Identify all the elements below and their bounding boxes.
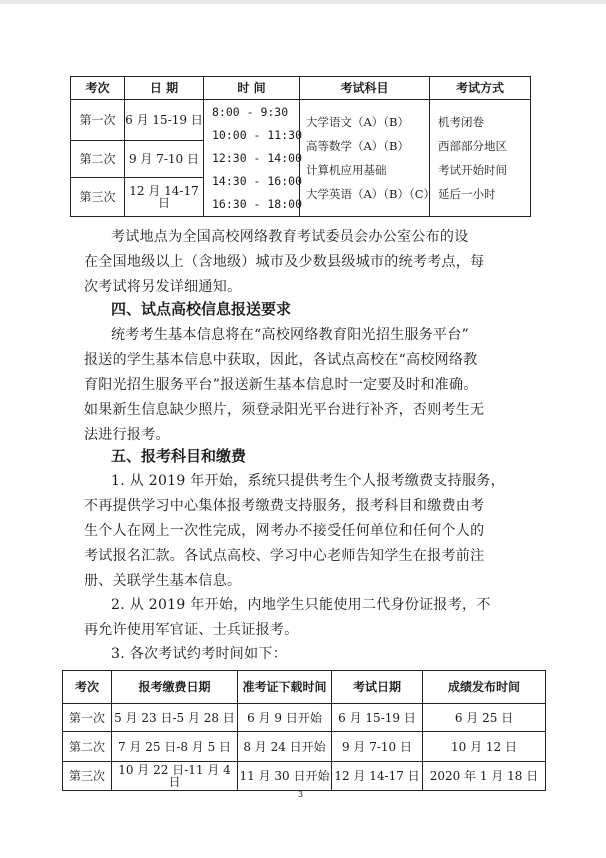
body-line: 1. 从 2019 年开始，系统只提供考生个人报考缴费支持服务， [111,473,505,489]
body-line: 如果新生信息缺少照片，须登录阳光平台进行补齐，否则考生无 [84,402,485,418]
subjects-cell [300,100,436,217]
time-slot: 10:00 - 11:30 [212,127,303,142]
table-cell: 12 月 14-17 日 [332,762,423,791]
session-cell: 第一次 [71,100,125,141]
table-cell: 5 月 23 日-5 月 28 日 [112,704,238,732]
header-date: 日 期 [125,77,204,100]
table-cell: 7 月 25 日-8 月 5 日 [112,732,238,762]
mode-cell [430,100,531,217]
page-number: 3 [298,790,304,799]
header-session: 考次 [71,77,125,100]
header-score-release: 成绩发布时间 [423,671,546,704]
body-line: 育阳光招生服务平台”报送新生基本信息时一定要及时和准确。 [84,377,478,393]
body-line: 生个人在网上一次性完成，网考办不接受任何单位和任何个人的 [84,523,485,539]
subject-item: 大学英语（A）（B）（C） [306,187,436,201]
mode-line: 机考闭卷 [438,115,484,129]
body-line: 统考考生基本信息将在“高校网络教育阳光招生服务平台” [111,327,470,343]
page-top-edge [0,0,606,4]
section-heading-5: 五、报考科目和缴费 [111,447,247,465]
header-time: 时 间 [204,77,300,100]
table-cell: 9 月 7-10 日 [332,732,423,762]
registration-schedule-table [62,670,546,791]
header-exam-date: 考试日期 [332,671,423,704]
body-line: 在全国地级以上（含地级）城市及少数县级城市的统考考点，每 [84,254,485,270]
body-line: 考试地点为全国高校网络教育考试委员会办公室公布的设 [111,229,469,245]
subject-item: 大学语文（A）（B） [306,115,410,129]
session-cell: 第二次 [71,141,125,178]
body-line: 次考试将另发详细通知。 [84,279,242,295]
body-line: 不再提供学习中心集体报考缴费支持服务，报考科目和缴费由考 [84,498,485,514]
table-cell: 第一次 [63,704,112,732]
table-cell: 2020 年 1 月 18 日 [423,762,546,791]
time-slot: 16:30 - 18:00 [212,196,303,211]
body-line: 报送的学生基本信息中获取，因此，各试点高校在“高校网络教 [84,352,478,368]
table-cell: 6 月 9 日开始 [238,704,332,732]
header-subject: 考试科目 [300,77,430,100]
body-line: 2. 从 2019 年开始，内地学生只能使用二代身份证报考，不 [111,597,491,613]
mode-line: 西部部分地区 [438,139,507,153]
header-mode: 考试方式 [430,77,531,100]
table-row [63,732,546,762]
table-header-row [71,77,531,100]
table-header-row [63,671,546,704]
date-cell: 12 月 14-17 日 [125,178,204,217]
date-cell: 9 月 7-10 日 [125,141,204,178]
table-cell: 6 月 25 日 [423,704,546,732]
body-line: 册、关联学生基本信息。 [84,573,242,589]
time-slot: 14:30 - 16:00 [212,173,303,188]
table-row [63,704,546,732]
table-row [63,762,546,791]
mode-line: 考试开始时间 [438,163,507,177]
table-cell: 10 月 12 日 [423,732,546,762]
session-cell: 第三次 [71,178,125,217]
body-line: 3. 各次考试约考时间如下： [111,646,288,662]
time-slots-cell [204,100,303,217]
table-cell: 第三次 [63,762,112,791]
body-line: 法进行报考。 [84,427,170,443]
table-cell: 8 月 24 日开始 [238,732,332,762]
table-row [71,100,531,141]
section-heading-4: 四、试点高校信息报送要求 [111,300,292,318]
table-cell: 6 月 15-19 日 [332,704,423,732]
mode-line: 延后一小时 [438,187,496,201]
table-cell: 11 月 30 日开始 [238,762,332,791]
time-slot: 12:30 - 14:00 [212,150,303,165]
date-cell: 6 月 15-19 日 [125,100,204,141]
subject-item: 计算机应用基础 [306,163,387,177]
exam-schedule-table [70,76,531,217]
body-line: 考试报名汇款。各试点高校、学习中心老师告知学生在报考前注 [84,548,485,564]
header-session: 考次 [63,671,112,704]
subject-item: 高等数学（A）（B） [306,139,410,153]
table-cell: 10 月 22 日-11 月 4 日 [112,762,238,791]
header-ticket-download: 准考证下载时间 [238,671,332,704]
time-slot: 8:00 - 9:30 [212,104,289,119]
body-line: 再允许使用军官证、士兵证报考。 [84,622,299,638]
header-payment-date: 报考缴费日期 [112,671,238,704]
table-cell: 第二次 [63,732,112,762]
